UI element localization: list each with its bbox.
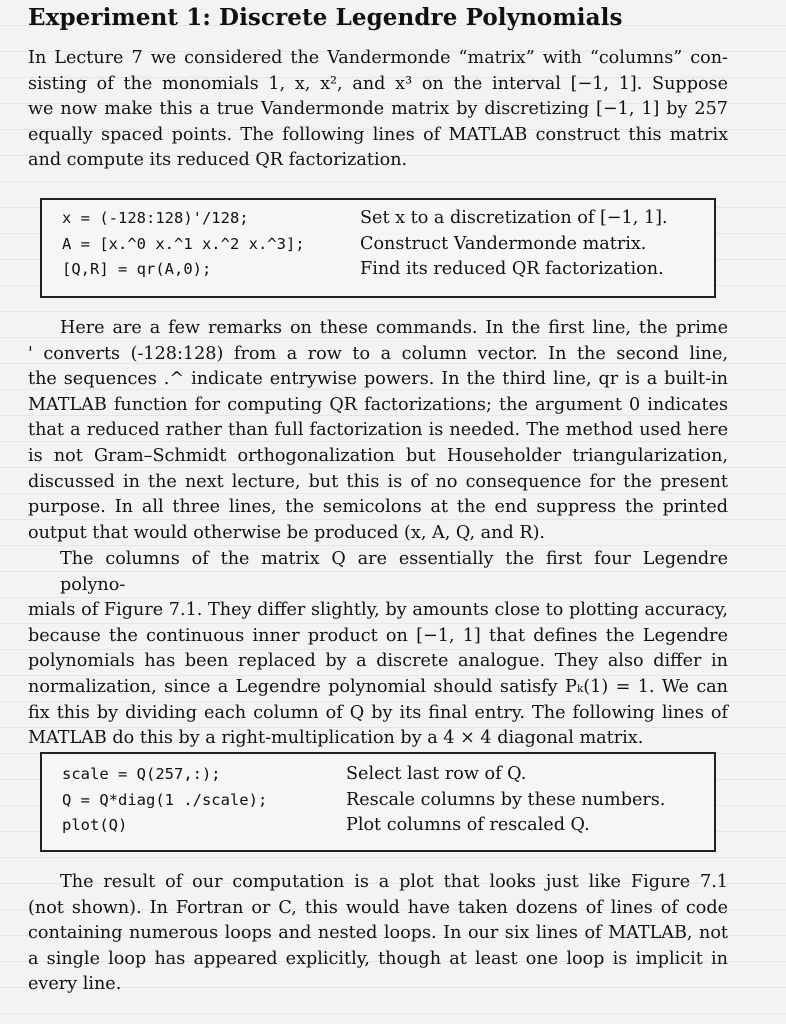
intro-paragraph	[28, 46, 728, 174]
code-row	[42, 788, 714, 814]
code-block-construct	[40, 198, 716, 298]
code-comment: Construct Vandermonde matrix.	[360, 233, 647, 254]
text-line: normalization, since a Legendre polynomial should satisfy Pₖ(1) = 1. We can	[28, 676, 728, 697]
text-line: fix this by dividing each column of Q by its final entry. The following lines of	[28, 702, 728, 723]
code-line: A = [x.^0 x.^1 x.^2 x.^3];	[62, 234, 305, 253]
text-line: discussed in the next lecture, but this is of no consequence for the present	[28, 471, 728, 492]
text-line: equally spaced points. The following lines of MATLAB construct this matrix	[28, 124, 728, 145]
text-line: purpose. In all three lines, the semicolons at the end suppress the printed	[28, 497, 728, 518]
code-row	[42, 762, 714, 788]
text-line: Here are a few remarks on these commands. In the first line, the prime	[60, 318, 728, 338]
text-line: every line.	[28, 974, 122, 995]
code-comment: Rescale columns by these numbers.	[346, 789, 666, 810]
text-line: that a reduced rather than full factorization is needed. The method used here	[28, 420, 728, 441]
text-line: and compute its reduced QR factorization.	[28, 150, 408, 171]
text-line: The columns of the matrix Q are essentially the first four Legendre polyno-	[60, 549, 728, 595]
text-line: output that would otherwise be produced (x, A, Q, and R).	[28, 522, 546, 543]
text-line: ' converts (-128:128) from a row to a column vector. In the second line,	[28, 343, 728, 364]
code-comment: Plot columns of rescaled Q.	[346, 815, 590, 835]
text-line: polynomials has been replaced by a discrete analogue. They also differ in	[28, 651, 728, 672]
text-line: In Lecture 7 we considered the Vandermonde “matrix” with “columns” con-	[28, 48, 728, 68]
code-row	[42, 257, 714, 283]
remarks-paragraph	[28, 316, 728, 546]
code-row	[42, 232, 714, 258]
section-heading: Experiment 1: Discrete Legendre Polynomials	[28, 4, 623, 31]
code-row	[42, 206, 714, 232]
code-line: Q = Q*diag(1 ./scale);	[62, 790, 268, 809]
code-line: x = (-128:128)'/128;	[62, 209, 249, 227]
code-row	[42, 813, 714, 839]
text-line: (not shown). In Fortran or C, this would have taken dozens of lines of code	[28, 897, 728, 918]
text-line: The result of our computation is a plot that looks just like Figure 7.1	[60, 872, 728, 892]
text-line: MATLAB do this by a right-multiplication by a 4 × 4 diagonal matrix.	[28, 728, 644, 749]
legendre-paragraph	[28, 547, 728, 752]
code-line: scale = Q(257,:);	[62, 765, 221, 783]
text-line: the sequences .^ indicate entrywise powers. In the third line, qr is a built-in	[28, 369, 728, 390]
text-line: MATLAB function for computing QR factorizations; the argument 0 indicates	[28, 394, 728, 415]
text-line: containing numerous loops and nested loops. In our six lines of MATLAB, not	[28, 923, 728, 944]
code-line: [Q,R] = qr(A,0);	[62, 260, 212, 278]
text-line: is not Gram–Schmidt orthogonalization but Householder triangularization,	[28, 445, 728, 466]
text-line: sisting of the monomials 1, x, x², and x³ on the interval [−1, 1]. Suppose	[28, 73, 728, 94]
code-comment: Find its reduced QR factorization.	[360, 259, 664, 279]
result-paragraph	[28, 870, 728, 998]
text-line: a single loop has appeared explicitly, though at least one loop is implicit in	[28, 948, 728, 969]
code-block-rescale	[40, 752, 716, 852]
code-comment: Select last row of Q.	[346, 764, 527, 784]
text-line: because the continuous inner product on [−1, 1] that defines the Legendre	[28, 625, 728, 646]
text-line: we now make this a true Vandermonde matrix by discretizing [−1, 1] by 257	[28, 99, 728, 120]
text-line: mials of Figure 7.1. They differ slightly, by amounts close to plotting accuracy,	[28, 600, 728, 621]
code-comment: Set x to a discretization of [−1, 1].	[360, 208, 668, 228]
code-line: plot(Q)	[62, 816, 128, 834]
